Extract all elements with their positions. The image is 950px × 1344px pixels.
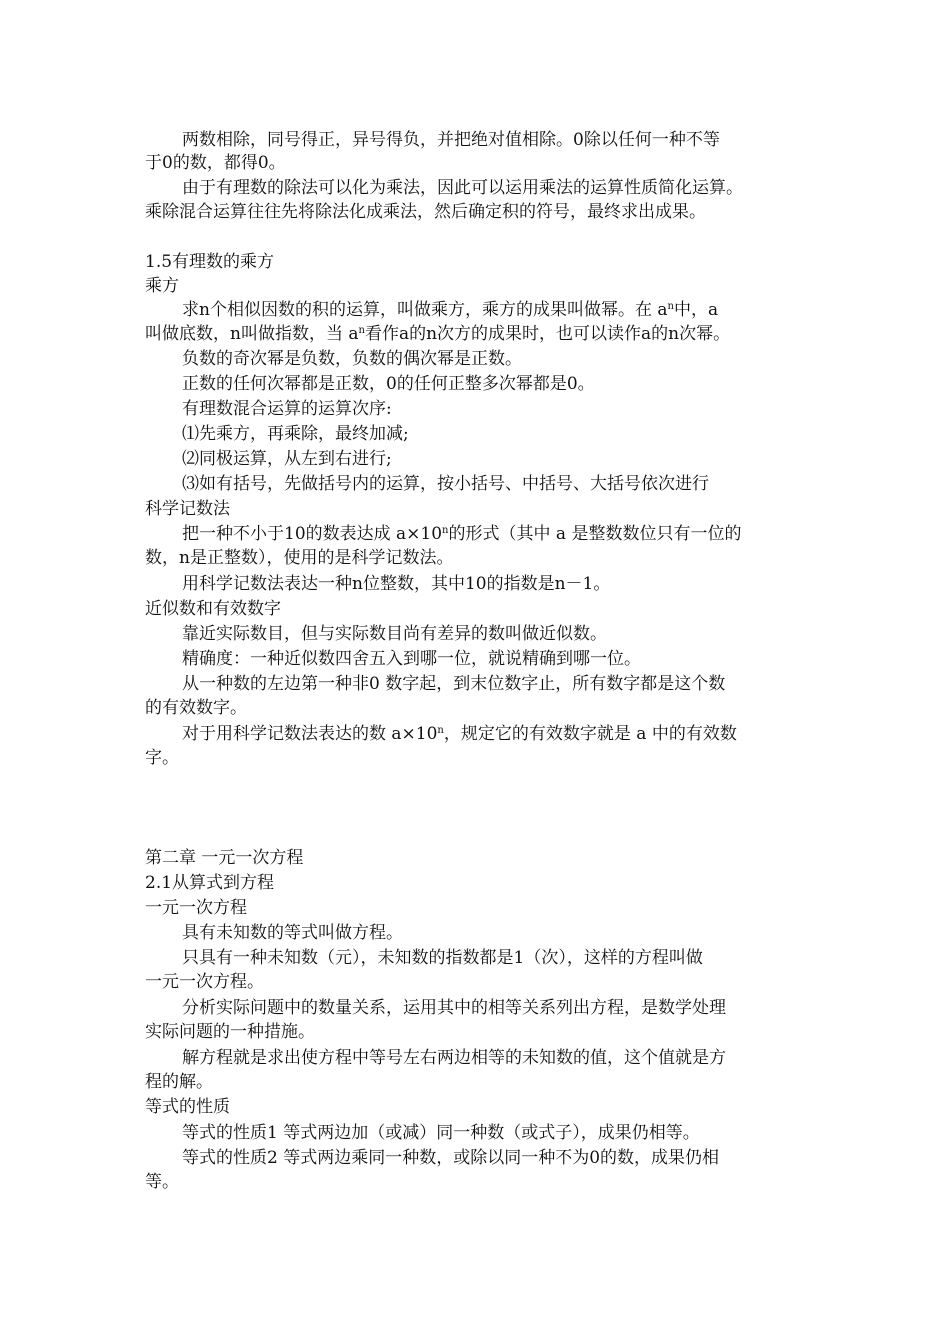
solution-definition-line-2: 程的解。 <box>145 1072 213 1092</box>
division-rule-line-1: 两数相除，同号得正，异号得负，并把绝对值相除。0除以任何一种不等 <box>182 130 720 150</box>
equation-definition: 具有未知数的等式叫做方程。 <box>182 923 403 943</box>
approximate-number-definition: 靠近实际数目，但与实际数目尚有差异的数叫做近似数。 <box>182 624 607 644</box>
division-simplify-line-2: 乘除混合运算往往先将除法化成乘法，然后确定积的符号，最终求出成果。 <box>145 202 706 222</box>
linear-equation-definition-line-2: 一元一次方程。 <box>145 972 264 992</box>
scientific-notation-line-1: 把一种不小于10的数表达成 $a\times 10^n$的形式（其中 a 是整数数位只有一位的 <box>182 524 742 544</box>
equality-property-2-line-2: 等。 <box>145 1172 179 1192</box>
significant-digits-line-1: 从一种数的左边第一种非0 数字起，到末位数字止，所有数字都是这个数 <box>182 674 726 694</box>
division-simplify-line-1: 由于有理数的除法可以化为乘法，因此可以运用乘法的运算性质简化运算。 <box>182 178 743 198</box>
scientific-significant-line-1: 对于用科学记数法表达的数 $a\times 10^n$，规定它的有效数字就是 a 中的有效数 <box>182 724 737 744</box>
equality-property-1: 等式的性质1 等式两边加（或减）同一种数（或式子），成果仍相等。 <box>182 1123 700 1143</box>
order-step-3: ⑶如有括号，先做括号内的运算，按小括号、中括号、大括号依次进行 <box>182 474 709 494</box>
subheading-approximate-numbers: 近似数和有效数字 <box>145 599 281 619</box>
linear-equation-definition-line-1: 只具有一种未知数（元），未知数的指数都是1（次），这样的方程叫做 <box>182 948 703 968</box>
order-step-1: ⑴先乘方，再乘除，最终加减; <box>182 424 409 444</box>
scientific-notation-line-2: 数，n是正整数），使用的是科学记数法。 <box>145 548 454 568</box>
division-rule-line-2: 于0的数，都得0。 <box>145 153 286 173</box>
subheading-linear-equation: 一元一次方程 <box>145 898 247 918</box>
subheading-scientific-notation: 科学记数法 <box>145 499 230 519</box>
order-step-2: ⑵同极运算，从左到右进行; <box>182 449 392 469</box>
section-heading-power: 1.5有理数的乘方 <box>145 252 275 272</box>
equality-property-2-line-1: 等式的性质2 等式两边乘同一种数，或除以同一种不为0的数，成果仍相 <box>182 1148 720 1168</box>
chapter-title: 第二章 一元一次方程 <box>145 848 304 868</box>
subheading-equality-properties: 等式的性质 <box>145 1097 230 1117</box>
power-negative-rule: 负数的奇次幂是负数，负数的偶次幂是正数。 <box>182 349 522 369</box>
equation-modeling-line-2: 实际问题的一种措施。 <box>145 1022 315 1042</box>
solution-definition-line-1: 解方程就是求出使方程中等号左右两边相等的未知数的值，这个值就是方 <box>182 1048 726 1068</box>
scientific-notation-exponent: 用科学记数法表达一种n位整数，其中10的指数是n－1。 <box>182 574 611 594</box>
equation-modeling-line-1: 分析实际问题中的数量关系，运用其中的相等关系列出方程，是数学处理 <box>182 998 726 1018</box>
subheading-power: 乘方 <box>145 276 179 296</box>
mixed-operation-order: 有理数混合运算的运算次序: <box>182 399 392 419</box>
significant-digits-line-2: 的有效数字。 <box>145 698 247 718</box>
power-positive-rule: 正数的任何次幂都是正数，0的任何正整多次幂都是0。 <box>182 374 595 394</box>
power-definition-line-1: 求n个相似因数的积的运算，叫做乘方，乘方的成果叫做幂。在 $a^n$中，a <box>182 300 719 320</box>
power-definition-line-2: 叫做底数，n叫做指数，当 $a^n$看作a的n次方的成果时，也可以读作a的n次幂。 <box>145 324 731 344</box>
section-heading-equations: 2.1从算式到方程 <box>145 873 275 893</box>
scientific-significant-line-2: 字。 <box>145 748 179 768</box>
precision-definition: 精确度：一种近似数四舍五入到哪一位，就说精确到哪一位。 <box>182 649 641 669</box>
